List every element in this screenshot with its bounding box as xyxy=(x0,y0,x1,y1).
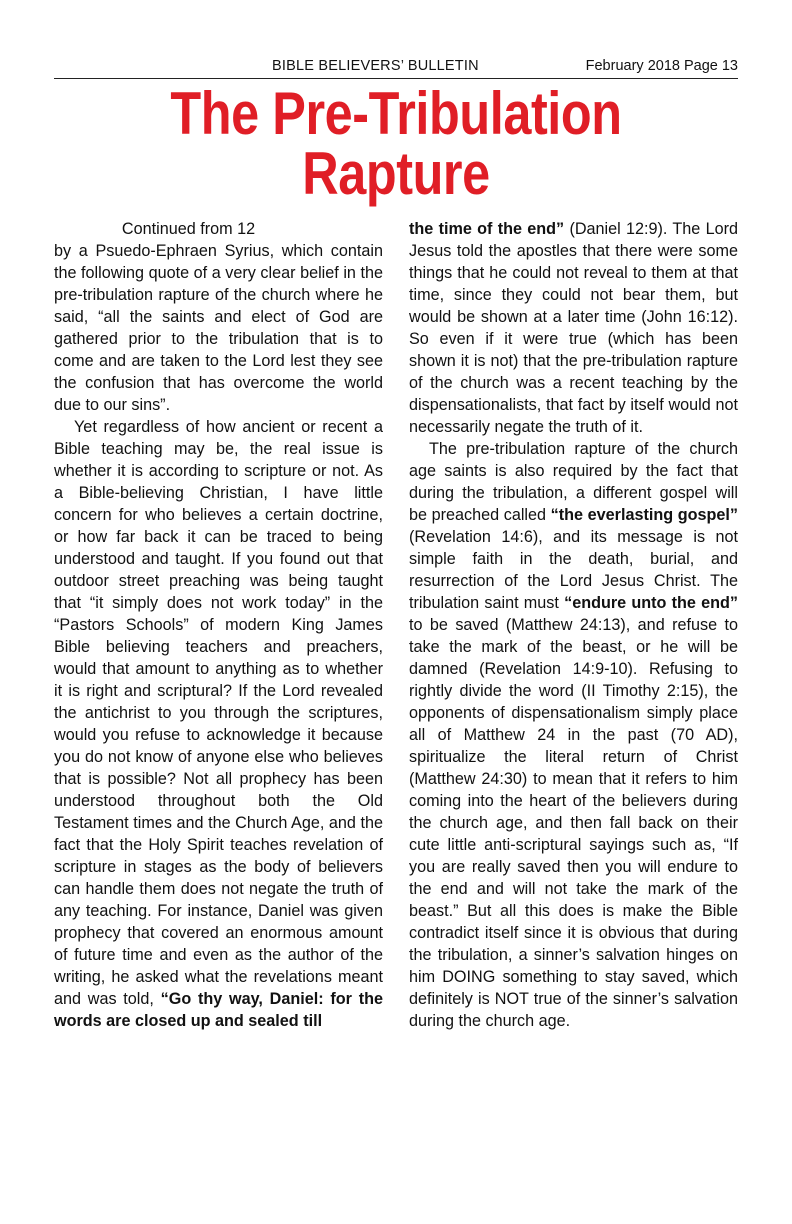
column-left xyxy=(54,218,383,1032)
paragraph-text: to be saved (Matthew 24:13), and refuse to take the mark of the beast, or he will be damned (Revelation 14:9-10). Refusing to rightly divide the word (II Timothy 2:15), the opponents of dispensationalism simply place all of Matthew 24 in the past (70 AD), spiritualize the literal return of Christ (Matthew 24:30) to mean that it refers to him coming into the heart of the believers during the church age, and then fall back on their cute little anti-scriptural sayings such as, “If you are really saved then you will endure to the end and will not take the mark of the beast.” But all this does is make the Bible contradict itself since it is obvious that during the tribulation, a sinner’s salvation hinges on him DOING something to stay saved, which definitely is NOT true of the sinner’s salvation during the church age. xyxy=(409,616,738,1030)
paragraph-text: (Revelation 14:6), and its message is not simple faith in the death, burial, and resurrection of the Lord Jesus Christ. The tribulation saint must xyxy=(409,528,738,612)
bold-quote: “Go thy way, Daniel: for the words are closed up and sealed till xyxy=(54,990,384,1030)
continued-note: Continued from 12 xyxy=(121,220,256,238)
title-line-2: Rapture xyxy=(302,140,490,207)
paragraph-text: (Daniel 12:9). The Lord Jesus told the apostles that there were some things that he could not reveal to them at that time, since they could not bear them, but would be shown at a later time (John 16:12). So even if it were true (which has been shown it is not) that the pre-tribulation rapture of the church was a recent teaching by the dispensationalists, that fact by itself would not necessarily negate the truth of it. xyxy=(409,220,738,436)
paragraph-text: The pre-tribulation rapture of the church age saints is also required by the fact that during the tribulation, a different gospel will be preached called xyxy=(409,440,738,524)
article-title xyxy=(109,80,684,207)
paragraph xyxy=(409,218,738,438)
paragraph xyxy=(54,416,383,1032)
bold-quote: “the everlasting gospel” xyxy=(550,506,739,524)
publication-name: BIBLE BELIEVERS’ BULLETIN xyxy=(272,58,479,74)
paragraph-text: by a Psuedo-Ephraen Syrius, which contain the following quote of a very clear belief in the pre-tribulation rapture of the church where he said, “all the saints and elect of God are gathered prior to the tribulation that is to come and are taken to the Lord lest they see the confusion that has overcome the world due to our sins”. xyxy=(54,242,383,414)
bold-quote: the time of the end” xyxy=(409,220,565,238)
title-line-1: The Pre-Tribulation xyxy=(170,80,622,147)
paragraph xyxy=(54,240,383,416)
bold-quote: “endure unto the end” xyxy=(564,594,739,612)
issue-date-page: February 2018 Page 13 xyxy=(585,58,738,74)
running-header xyxy=(54,56,738,79)
paragraph xyxy=(409,438,738,1032)
paragraph-text: Yet regardless of how ancient or recent a Bible teaching may be, the real issue is whether it is according to scripture or not. As a Bible-believing Christian, I have little concern for who believes a certain doctrine, or how far back it can be traced to being understood and taught. If you found out that outdoor street preaching was being taught that “it simply does not work today” in the “Pastors Schools” of modern King James Bible believing teachers and preachers, would that amount to anything as to whether it is right and scriptural? If the Lord revealed the antichrist to you through the scriptures, would you refuse to acknowledge it because you do not know of anyone else who believes that is possible? Not all prophecy has been understood throughout both the Old Testament times and the Church Age, and the fact that the Holy Spirit teaches revelation of scripture in stages as the body of believers can handle them does not negate the truth of any teaching. For instance, Daniel was given prophecy that covered an enormous amount of future time and even as the author of the writing, he asked what the revelations meant and was told, xyxy=(54,418,383,1008)
column-right xyxy=(409,218,738,1032)
